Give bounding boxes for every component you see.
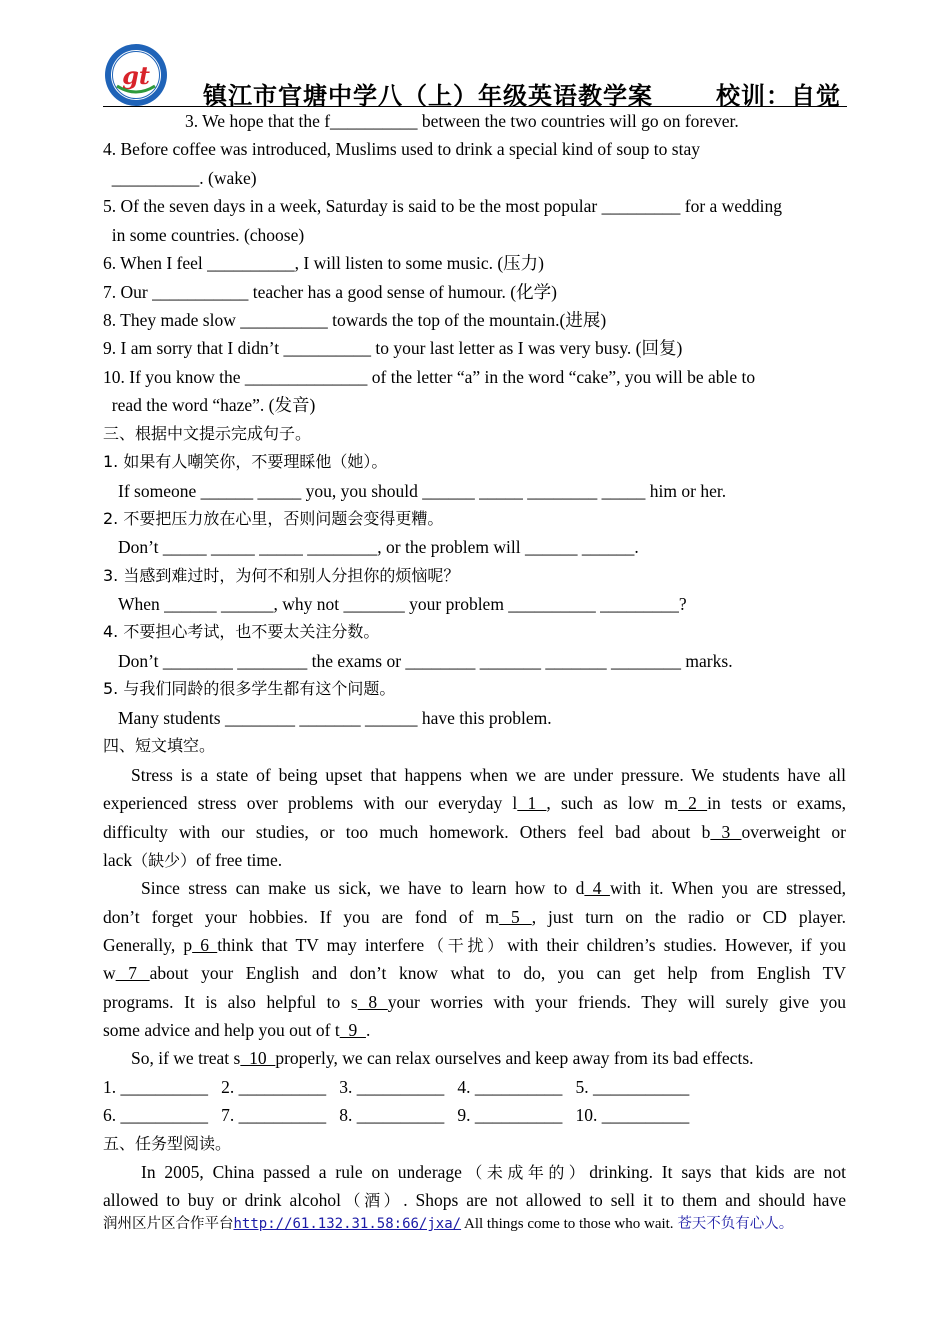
logo-text: gt (122, 61, 150, 90)
passage-line: In 2005, China passed a rule on underage（未成年的）drinking. It says that kids are not (141, 1162, 846, 1182)
vocab-item: 10. If you know the ______________ of the letter “a” in the word “cake”, you will be able to (103, 367, 756, 387)
prompt-en: Don’t ________ ________ the exams or ________ _______ _______ ________ marks. (118, 651, 733, 671)
prompt-en: Many students ________ _______ ______ have this problem. (118, 708, 552, 728)
prompt-en: Don’t _____ _____ _____ ________, or the problem will ______ ______. (118, 537, 639, 557)
vocab-item: 8. They made slow __________ towards the top of the mountain.(进展) (103, 310, 607, 330)
passage-line: So, if we treat s 10 properly, we can relax ourselves and keep away from its bad effects. (131, 1048, 754, 1068)
blank: 5 (499, 907, 532, 927)
page-title: 镇江市官塘中学八（上）年级英语教学案 (203, 82, 653, 110)
prompt-cn: 5. 与我们同龄的很多学生都有这个问题。 (103, 679, 396, 698)
passage-line: programs. It is also helpful to s 8 your worries with your friends. They will surely give you (103, 992, 847, 1012)
footer-link[interactable]: http://61.132.31.58:66/jxa/ (233, 1216, 462, 1232)
footer-saying-cn: 苍天不负有心人。 (677, 1216, 794, 1232)
blank: 8 (357, 992, 388, 1012)
blank: 2 (678, 793, 708, 813)
passage-line: difficulty with our studies, or too much homework. Others feel bad about b 3 overweight or (103, 822, 846, 842)
section-heading: 四、短文填空。 (103, 736, 216, 755)
page-header (103, 40, 847, 110)
section-heading: 三、根据中文提示完成句子。 (103, 424, 312, 443)
blank: 9 (339, 1020, 366, 1040)
blank: 6 (192, 935, 218, 955)
passage-line: don’t forget your hobbies. If you are fond of m 5 , just turn on the radio or CD player. (103, 907, 846, 927)
passage-line: some advice and help you out of t 9 . (103, 1020, 371, 1040)
page-footer (103, 1212, 793, 1233)
blank: 7 (115, 963, 150, 983)
vocab-item: 5. Of the seven days in a week, Saturday is said to be the most popular _________ for a wedding (103, 196, 782, 216)
answer-row: 6. __________ 7. __________ 8. __________ 9. __________ 10. __________ (103, 1105, 690, 1125)
blank: 4 (584, 878, 610, 898)
vocab-item: in some countries. (choose) (103, 225, 305, 245)
vocab-item: __________. (wake) (103, 168, 257, 188)
vocab-item: read the word “haze”. (发音) (103, 395, 316, 415)
prompt-cn: 3. 当感到难过时，为何不和别人分担你的烦恼呢？ (103, 566, 460, 585)
blank: 3 (710, 822, 742, 842)
passage-line: Stress is a state of being upset that happens when we are under pressure. We students have all (131, 765, 846, 785)
footer-platform: 润州区片区合作平台 (103, 1216, 234, 1232)
prompt-en: If someone ______ _____ you, you should ______ _____ ________ _____ him or her. (118, 481, 727, 501)
prompt-cn: 2. 不要把压力放在心里，否则问题会变得更糟。 (103, 509, 444, 528)
blank: 10 (240, 1048, 276, 1068)
vocab-item: 9. I am sorry that I didn’t __________ to your last letter as I was very busy. (回复) (103, 338, 683, 358)
blank: 1 (517, 793, 547, 813)
passage-line: Since stress can make us sick, we have to learn how to d 4 with it. When you are stressed, (141, 878, 846, 898)
passage-line: allowed to buy or drink alcohol（酒）. Shops are not allowed to sell it to them and should have (103, 1190, 846, 1210)
prompt-cn: 4. 不要担心考试，也不要太关注分数。 (103, 622, 380, 641)
vocab-item: 3. We hope that the f__________ between the two countries will go on forever. (185, 111, 739, 131)
prompt-cn: 1. 如果有人嘲笑你，不要理睬他（她）。 (103, 452, 388, 471)
passage-line: lack（缺少）of free time. (103, 850, 283, 870)
footer-saying-en: All things come to those who wait. (461, 1216, 674, 1232)
prompt-en: When ______ ______, why not _______ your problem __________ _________? (118, 594, 687, 614)
vocab-item: 7. Our ___________ teacher has a good sense of humour. (化学) (103, 282, 557, 302)
school-logo (103, 42, 169, 108)
passage-line: w 7 about your English and don’t know what to do, you can get help from English TV (103, 963, 846, 983)
vocab-item: 4. Before coffee was introduced, Muslims used to drink a special kind of soup to stay (103, 139, 700, 159)
passage-line: Generally, p 6 think that TV may interfere（干扰）with their children’s studies. However, if you (103, 935, 846, 955)
answer-row: 1. __________ 2. __________ 3. __________ 4. __________ 5. ___________ (103, 1077, 690, 1097)
school-motto: 校训：自觉 (716, 82, 841, 110)
section-heading: 五、任务型阅读。 (103, 1134, 232, 1153)
vocab-item: 6. When I feel __________, I will listen to some music. (压力) (103, 253, 544, 273)
passage-line: experienced stress over problems with our everyday l 1 , such as low m 2 in tests or exams, (103, 793, 847, 813)
